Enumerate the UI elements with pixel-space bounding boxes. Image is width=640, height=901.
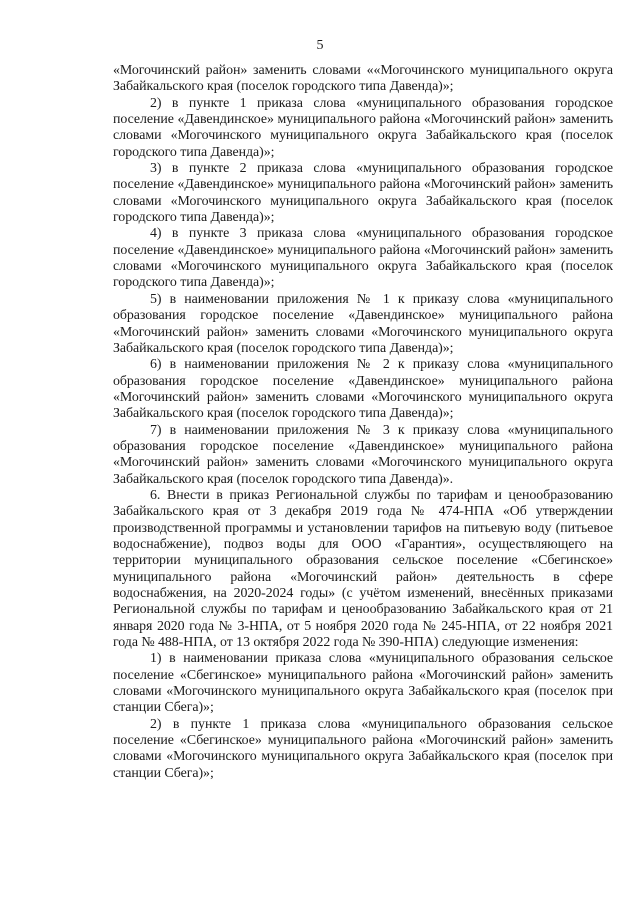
- paragraph-section-6: 6. Внести в приказ Региональной службы по тарифам и ценообразованию Забайкальского края от 3 декабря 2019 года № 474-НПА «Об утверждении производственной программы и установлении тарифов на питьевую воду (питьевое водоснабжение), подвоз воды для ООО «Гарантия», осуществляющего на территории муниципального образования сельское поселение «Сбегинское» муниципального района «Могочинский район» деятельность в сфере водоснабжения, на 2020-2024 годы» (с учётом изменений, внесённых приказами Региональной службы по тарифам и ценообразованию Забайкальского края от 21 января 2020 года № 3-НПА, от 5 ноября 2020 года № 245-НПА, от 22 ноября 2021 года № 488-НПА, от 13 октября 2022 года № 390-НПА) следующие изменения:: [113, 487, 613, 651]
- paragraph-item-4: 4) в пункте 3 приказа слова «муниципального образования городское поселение «Давендинское» муниципального района «Могочинский район» заменить словами «Могочинского муниципального округа Забайкальского края (поселок городского типа Давенда)»;: [113, 226, 613, 291]
- paragraph-item-3: 3) в пункте 2 приказа слова «муниципального образования городское поселение «Давендинское» муниципального района «Могочинский район» заменить словами «Могочинского муниципального округа Забайкальского края (поселок городского типа Давенда)»;: [113, 161, 613, 226]
- paragraph-item-7: 7) в наименовании приложения № 3 к приказу слова «муниципального образования городское поселение «Давендинское» муниципального района «Могочинский район» заменить словами «Могочинского муниципального округа Забайкальского края (поселок городского типа Давенда)».: [113, 422, 613, 487]
- paragraph-section-6-item-1: 1) в наименовании приказа слова «муниципального образования сельское поселение «Сбегинское» муниципального района «Могочинский район» заменить словами «Могочинского муниципального округа Забайкальского края (поселок при станции Сбега)»;: [113, 651, 613, 716]
- paragraph-item-6: 6) в наименовании приложения № 2 к приказу слова «муниципального образования городское поселение «Давендинское» муниципального района «Могочинский район» заменить словами «Могочинского муниципального округа Забайкальского края (поселок городского типа Давенда)»;: [113, 357, 613, 422]
- paragraph-continuation: «Могочинский район» заменить словами ««Могочинского муниципального округа Забайкальского края (поселок городского типа Давенда)»;: [113, 63, 613, 95]
- paragraph-item-2: 2) в пункте 1 приказа слова «муниципального образования городское поселение «Давендинское» муниципального района «Могочинский район» заменить словами «Могочинского муниципального округа Забайкальского края (поселок городского типа Давенда)»;: [113, 95, 613, 160]
- document-body: [113, 63, 613, 782]
- paragraph-section-6-item-2: 2) в пункте 1 приказа слова «муниципального образования сельское поселение «Сбегинское» муниципального района «Могочинский район» заменить словами «Могочинского муниципального округа Забайкальского края (поселок при станции Сбега)»;: [113, 716, 613, 781]
- paragraph-item-5: 5) в наименовании приложения № 1 к приказу слова «муниципального образования городское поселение «Давендинское» муниципального района «Могочинский район» заменить словами «Могочинского муниципального округа Забайкальского края (поселок городского типа Давенда)»;: [113, 291, 613, 356]
- page-number: 5: [316, 38, 324, 53]
